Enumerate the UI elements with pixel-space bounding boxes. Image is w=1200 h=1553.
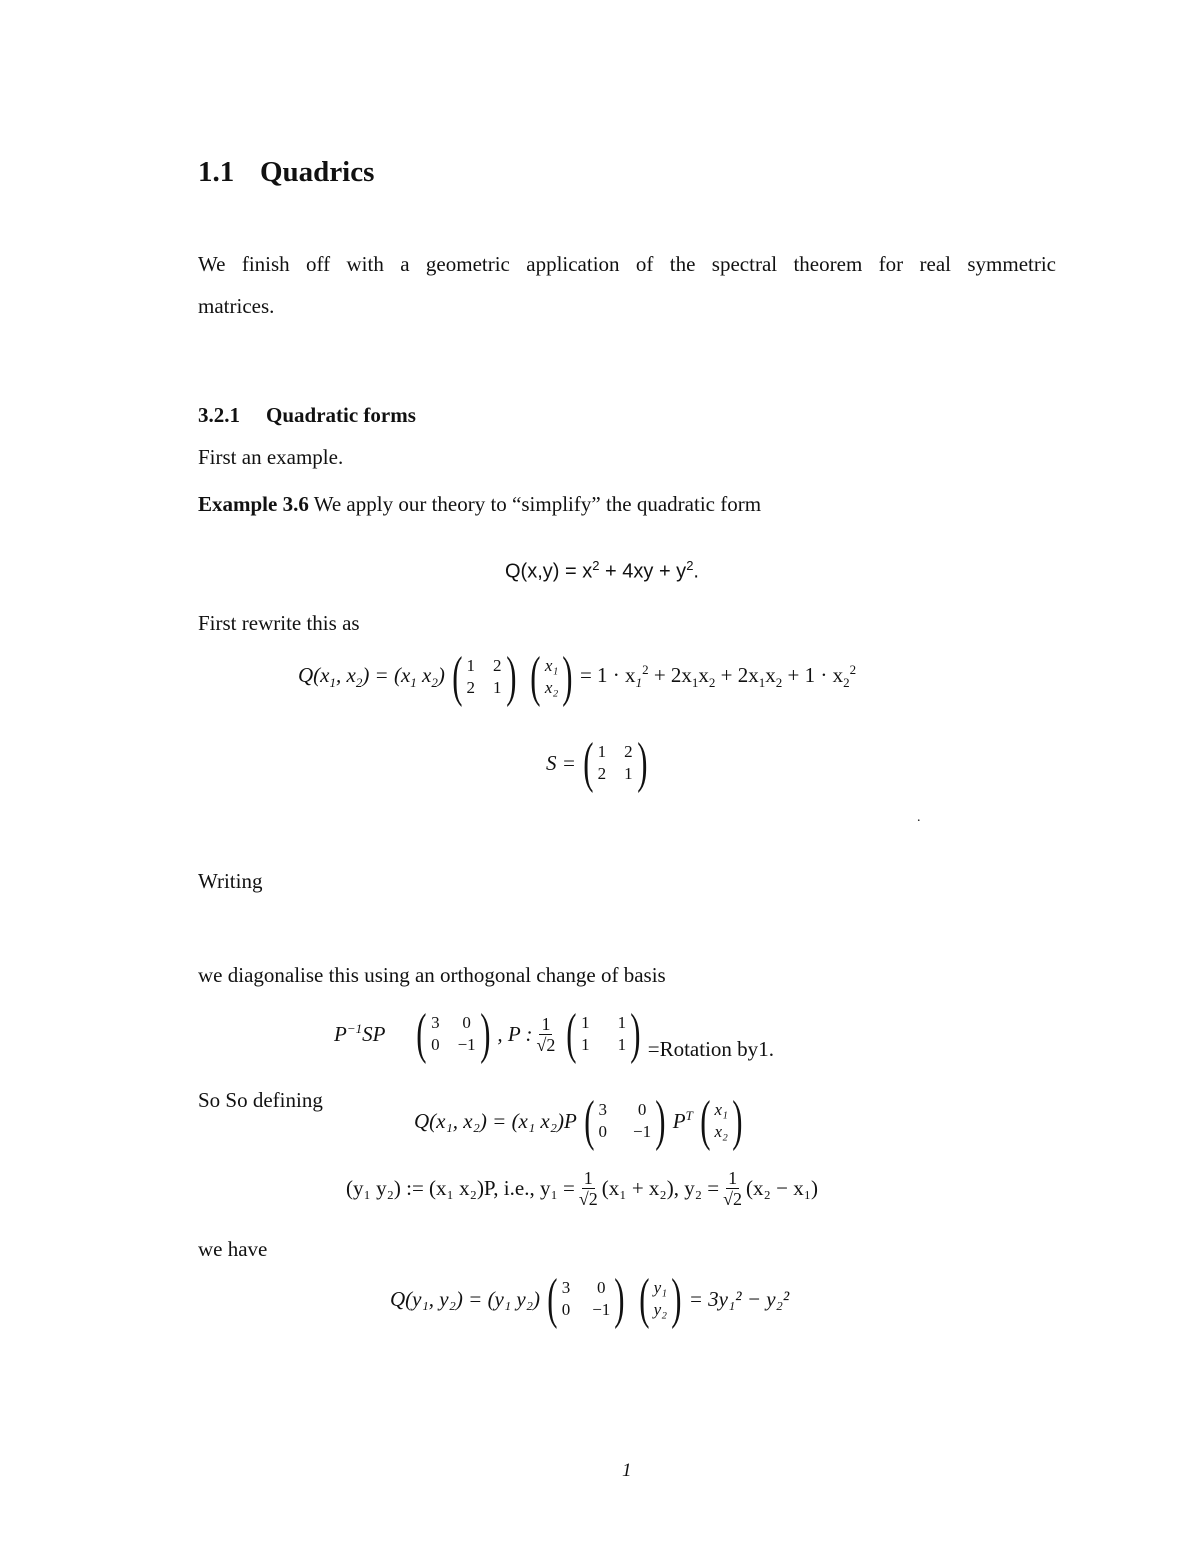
eq3-cell: 2: [597, 764, 607, 783]
eq2-cell: 2: [466, 678, 476, 697]
eq2-cell: 1: [466, 656, 476, 675]
example-paragraph: [198, 484, 761, 524]
eq7-vec-cell: y₁: [653, 1278, 668, 1297]
eq4-sp: SP: [362, 1022, 386, 1046]
eq5-lhs: Q(x₁, x₂) = (x₁ x₂)P: [414, 1108, 577, 1133]
eq2-rhs-e: + 1 · x: [782, 663, 844, 688]
eq2-cell: 2: [493, 656, 502, 675]
eq4-p-left-paren: (: [566, 1003, 577, 1065]
eq2-close: ): [437, 662, 445, 687]
eq4-separator: , P :: [497, 1021, 533, 1046]
eq2-rhs-c: x: [698, 663, 709, 688]
eq6-part-b: (x₁ + x₂), y₂ =: [601, 1175, 720, 1200]
eq7-left-paren: (: [547, 1268, 558, 1330]
eq6-frac-2-bottom: √2: [723, 1188, 743, 1209]
subsection-number: 3.2.1: [198, 403, 240, 427]
eq7-cell: 0: [597, 1278, 606, 1297]
eq7-vec-cells: [654, 1277, 667, 1321]
eq4-d-right-paren: ): [479, 1003, 491, 1065]
equation-diagonalisation: [334, 1004, 774, 1064]
eq2-rhs-sub-5: 2: [775, 675, 783, 691]
eq3-cell: 1: [624, 764, 633, 783]
eq4-rotation-end: 1.: [758, 1037, 774, 1061]
eq3-lhs: S =: [546, 750, 576, 775]
eq5-t: T: [685, 1108, 693, 1123]
eq2-sub-1: 1: [329, 675, 336, 691]
eq4-frac-top: 1: [541, 1013, 551, 1034]
so-defining-text: So So defining: [198, 1088, 323, 1112]
equation-diagonal-form: [390, 1270, 789, 1328]
eq5-pt: [673, 1108, 693, 1134]
eq5-cell: 3: [598, 1100, 608, 1119]
eq7-vector: [635, 1268, 686, 1330]
eq2-rhs-sub-1: 1: [635, 675, 643, 691]
eq2-rhs-sup-1: 2: [642, 662, 649, 678]
eq2-left-paren: (: [452, 646, 463, 708]
eq5-left-paren: (: [584, 1090, 595, 1152]
eq2-rhs-sub-4: 1: [758, 675, 766, 691]
equation-s-matrix: [546, 734, 654, 792]
eq2-rhs-sub-3: 2: [708, 675, 716, 691]
eq4-rotation: [648, 1037, 774, 1064]
eq5-cells: [599, 1099, 652, 1143]
section-heading: [198, 156, 374, 189]
eq2-sub-3: 1: [410, 675, 417, 691]
eq4-frac-bottom: √2: [536, 1034, 556, 1055]
eq5-vec-left-paren: (: [700, 1090, 711, 1152]
eq7-lhs: Q(y₁, y₂) = (y₁ y₂): [390, 1286, 541, 1311]
eq6-frac-1-bottom: √2: [578, 1188, 598, 1209]
eq5-vec-cells: [715, 1099, 728, 1143]
eq2-sub-2: 2: [355, 675, 363, 691]
eq5-cell: 0: [637, 1100, 647, 1119]
eq2-rhs-sub-2: 1: [691, 675, 699, 691]
eq7-vec-cell: y₂: [653, 1300, 668, 1319]
eq1-sup-1: 2: [592, 558, 600, 573]
eq2-vec-right-paren: ): [562, 646, 573, 708]
eq2-mid: ) = (x: [362, 662, 411, 687]
intro-line-1: We finish off with a geometric application of the spectral theorem for real symmetric: [198, 252, 1056, 276]
eq4-p-cell: 1: [581, 1013, 590, 1032]
eq1-lhs: Q(x,y) = x: [505, 560, 593, 583]
eq2-comma: , x: [335, 662, 356, 687]
eq7-cells: [562, 1277, 611, 1321]
example-text: We apply our theory to “simplify” the quadratic form: [308, 492, 762, 516]
eq7-cell: 0: [561, 1300, 571, 1319]
eq3-matrix-cells: [598, 741, 633, 785]
eq4-d-left-paren: (: [416, 1003, 427, 1065]
eq6-part-c: (x₂ − x₁): [746, 1175, 819, 1200]
eq1-end: .: [693, 560, 699, 583]
eq4-rotation-text: =Rotation by: [647, 1037, 759, 1061]
eq2-vec-left-paren: (: [530, 646, 541, 708]
eq2-vector-cells: [545, 655, 558, 699]
eq2-vec-cell: x₁: [544, 656, 559, 675]
eq2-rhs-b: + 2x: [648, 663, 692, 688]
we-have-text: we have: [198, 1237, 268, 1261]
eq3-right-paren: ): [636, 732, 648, 794]
eq3-left-paren: (: [583, 732, 594, 794]
eq4-lhs: [334, 1021, 385, 1047]
eq4-p-cell: 1: [617, 1035, 627, 1054]
eq4-inv: −1: [346, 1021, 363, 1036]
eq6-fraction-1: [579, 1168, 598, 1209]
section-number: 1.1: [198, 156, 235, 188]
eq7-vec-right-paren: ): [671, 1268, 682, 1330]
eq2-rhs-sup-2: 2: [849, 662, 857, 678]
eq7-right-paren: ): [614, 1268, 625, 1330]
eq2-rhs-c2: x: [765, 663, 776, 688]
eq7-matrix: [543, 1268, 629, 1330]
eq5-cell: 0: [598, 1122, 608, 1141]
equation-change-of-variables: [346, 1160, 818, 1216]
eq2-matrix-cells: [467, 655, 502, 699]
eq2-matrix-s: [448, 646, 520, 708]
eq4-fraction: [537, 1014, 556, 1055]
eq1-mid: + 4xy + y: [599, 560, 687, 583]
eq4-p-cell: 1: [581, 1035, 590, 1054]
eq3-cell: 1: [597, 742, 607, 761]
eq2-lhs: [298, 663, 445, 691]
equation-q-in-p: [414, 1092, 750, 1150]
stray-dot: .: [917, 810, 921, 825]
equation-rewrite: [298, 648, 856, 706]
eq7-cell: 3: [561, 1278, 571, 1297]
eq2-rhs: [580, 662, 856, 691]
eq2-rhs-sub-6: 2: [843, 675, 850, 691]
eq5-vector: [696, 1090, 747, 1152]
eq5-right-paren: ): [655, 1090, 666, 1152]
eq4-d-cell: 3: [431, 1013, 440, 1032]
example-label: Example 3.6: [198, 492, 309, 516]
eq4-p-right-paren: ): [630, 1003, 641, 1065]
eq4-d-cells: [431, 1012, 476, 1056]
eq5-vec-cell: x₂: [714, 1122, 728, 1141]
writing-text: Writing: [198, 869, 263, 893]
eq7-rhs: = 3y₁² − y₂²: [688, 1286, 790, 1311]
eq2-cell: 1: [493, 678, 502, 697]
eq5-p: P: [672, 1109, 686, 1133]
first-example-text: First an example.: [198, 445, 344, 469]
eq5-cell: −1: [633, 1122, 652, 1141]
eq2-space: x: [416, 662, 432, 687]
first-rewrite-text: First rewrite this as: [198, 611, 360, 635]
eq5-vec-right-paren: ): [732, 1090, 743, 1152]
eq4-d-cell: −1: [457, 1035, 476, 1054]
eq6-part-a: (y₁ y₂) := (x₁ x₂)P, i.e., y₁ =: [346, 1175, 575, 1200]
subsection-heading: [198, 403, 416, 428]
eq4-p-matrix: [562, 1003, 644, 1065]
eq6-frac-2-top: 1: [728, 1167, 738, 1188]
diagonalise-text: we diagonalise this using an orthogonal change of basis: [198, 963, 666, 987]
eq5-vec-cell: x₁: [714, 1100, 728, 1119]
eq4-d-cell: 0: [462, 1013, 471, 1032]
eq2-vector: [526, 646, 577, 708]
eq4-p-cells: [581, 1012, 626, 1056]
eq2-vec-cell: x₂: [544, 678, 559, 697]
eq4-p-cell: 1: [617, 1013, 627, 1032]
eq6-fraction-2: [723, 1168, 742, 1209]
eq7-cell: −1: [592, 1300, 611, 1319]
section-title: Quadrics: [260, 156, 375, 188]
eq5-matrix: [580, 1090, 670, 1152]
page-number: 1: [622, 1460, 632, 1481]
eq2-sub-4: 2: [431, 675, 438, 691]
eq1-sup-2: 2: [686, 558, 694, 573]
eq3-matrix: [579, 732, 651, 794]
eq2-q: Q(x: [298, 662, 330, 687]
eq7-vec-left-paren: (: [639, 1268, 650, 1330]
eq4-p: P: [334, 1022, 347, 1046]
eq2-right-paren: ): [505, 646, 516, 708]
subsection-title: Quadratic forms: [266, 403, 416, 427]
eq4-d-cell: 0: [431, 1035, 440, 1054]
eq6-frac-1-top: 1: [583, 1167, 593, 1188]
equation-quadratic-form: [505, 546, 699, 592]
eq2-rhs-d: + 2x: [715, 663, 759, 688]
intro-line-2: matrices.: [198, 294, 275, 318]
eq2-rhs-a: = 1 · x: [579, 663, 636, 688]
eq3-cell: 2: [624, 742, 633, 761]
eq4-diagonal-matrix: [412, 1003, 494, 1065]
